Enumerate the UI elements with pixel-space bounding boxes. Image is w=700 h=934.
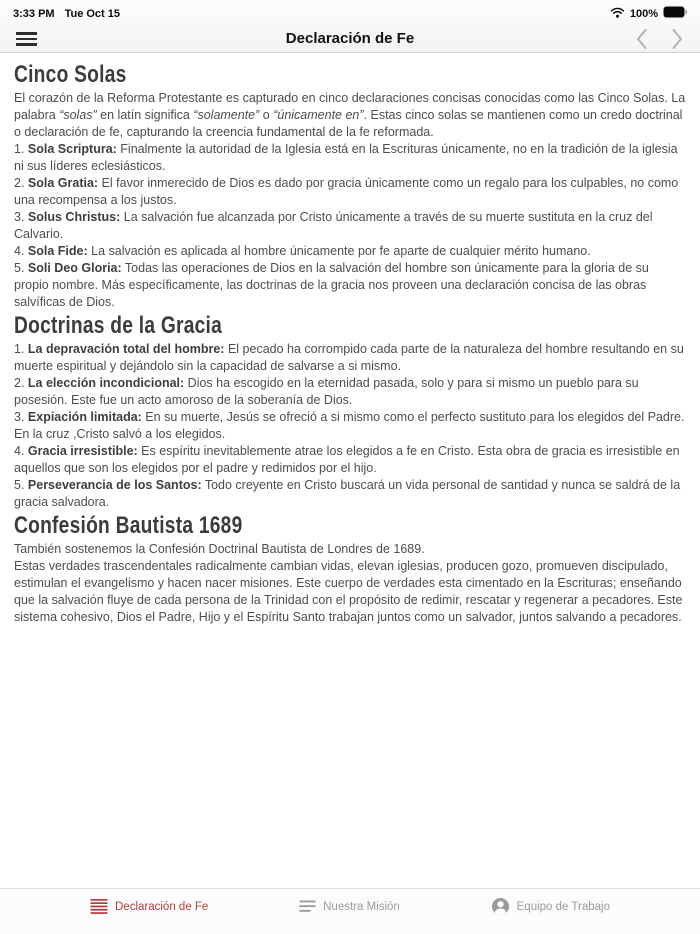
tab-declaracion-de-fe[interactable] — [90, 897, 208, 916]
battery-percent: 100% — [629, 7, 658, 20]
forward-button[interactable] — [671, 28, 684, 55]
content-sections — [14, 63, 686, 626]
paragraph: 5. Perseverancia de los Santos: Todo creyente en Cristo buscará un vida personal de santidad y nunca se saldrá de la gracia salvadora. — [14, 478, 681, 509]
paragraph: 3. Expiación limitada: En su muerte, Jesús se ofreció a si mismo como el perfecto sustituto para los elegidos del Padre. En la cruz ,Cristo salvó a los elegidos. — [14, 410, 685, 441]
section-heading: Cinco Solas — [14, 61, 127, 88]
battery-icon — [663, 6, 688, 21]
paragraph: 2. La elección incondicional: Dios ha escogido en la eternidad pasada, solo y para si mismo un pueblo para su posesión. Este fue un acto amoroso de la soberanía de Dios. — [14, 376, 639, 407]
section-heading: Doctrinas de la Gracia — [14, 312, 223, 339]
text-lines-icon — [299, 900, 316, 913]
section-heading: Confesión Bautista 1689 — [14, 512, 243, 539]
paragraph: También sostenemos la Confesión Doctrinal Bautista de Londres de 1689. — [14, 542, 425, 556]
paragraph: 1. Sola Scriptura: Finalmente la autoridad de la Iglesia está en la Escrituras únicamente, no en la tradición de la iglesia ni sus líderes eclesiásticos. — [14, 142, 678, 173]
tab-label: Nuestra Misión — [323, 900, 400, 913]
status-bar — [0, 0, 700, 23]
tab-label: Declaración de Fe — [115, 900, 209, 913]
nav-bar — [0, 23, 700, 55]
top-chrome — [0, 0, 700, 53]
tab-nuestra-mision[interactable] — [299, 897, 400, 916]
paragraph: 4. Sola Fide: La salvación es aplicada al hombre únicamente por fe aparte de cualquier mérito humano. — [14, 244, 591, 258]
paragraph: 3. Solus Christus: La salvación fue alcanzada por Cristo únicamente a través de su muerte sustituta en la cruz del Calvario. — [14, 210, 653, 241]
paragraph: 5. Soli Deo Gloria: Todas las operaciones de Dios en la salvación del hombre son únicamente para la gloria de su propio nombre. Más específicamente, las doctrinas de la gracia nos proveen una declaración concisa de las obras salvíficas de Dios. — [14, 261, 649, 309]
person-circle-icon — [491, 897, 510, 916]
tab-label: Equipo de Trabajo — [516, 900, 610, 913]
wifi-icon — [610, 7, 625, 21]
paragraph: El corazón de la Reforma Protestante es capturado en cinco declaraciones concisas conocidas como las Cinco Solas. La palabra “solas” en latín significa “solamente” o “únicamente en”. Estas cinco solas se mantienen como un credo doctrinal o declaración de fe, capturando la creencia fundamental de la fe reformada. — [14, 91, 686, 139]
status-date: Tue Oct 15 — [64, 7, 121, 20]
document-lines-icon — [90, 899, 108, 914]
chevron-left-icon — [635, 28, 648, 50]
content-scroll-area[interactable] — [0, 53, 700, 888]
back-button[interactable] — [635, 28, 648, 55]
status-time: 3:33 PM — [13, 7, 55, 20]
paragraph: 4. Gracia irresistible: Es espíritu inevitablemente atrae los elegidos a fe en Cristo. Esta obra de gracia es irresistible en aquellos que son los elegidos por el padre y redimidos por el hijo. — [14, 444, 680, 475]
paragraph: 2. Sola Gratia: El favor inmerecido de Dios es dado por gracia únicamente como un regalo para los culpables, no como una recompensa a los justos. — [14, 176, 679, 207]
tab-equipo-de-trabajo[interactable] — [491, 897, 610, 916]
chevron-right-icon — [671, 28, 684, 50]
paragraph: 1. La depravación total del hombre: El pecado ha corrompido cada parte de la naturaleza del hombre resultando en su muerte espiritual y dejándolo sin la capacidad de salvarse a si mismo. — [14, 342, 684, 373]
tab-bar — [0, 888, 700, 934]
paragraph: Estas verdades trascendentales radicalmente cambian vidas, elevan iglesias, producen gozo, promueven discipulado, estimulan el evangelismo y hacen nacer misiones. Este cuerpo de verdades esta cimentado en la Escrituras; enseñando que la salvación fluye de cada persona de la Trinidad con el propósito de redimir, rescatar y regenerar a pecadores. Este sistema cohesivo, Dios el Padre, Hijo y el Espíritu Santo trabajan juntos como un salvador, juntos salvando a pecadores. — [14, 559, 683, 624]
page-title: Declaración de Fe — [285, 30, 415, 47]
